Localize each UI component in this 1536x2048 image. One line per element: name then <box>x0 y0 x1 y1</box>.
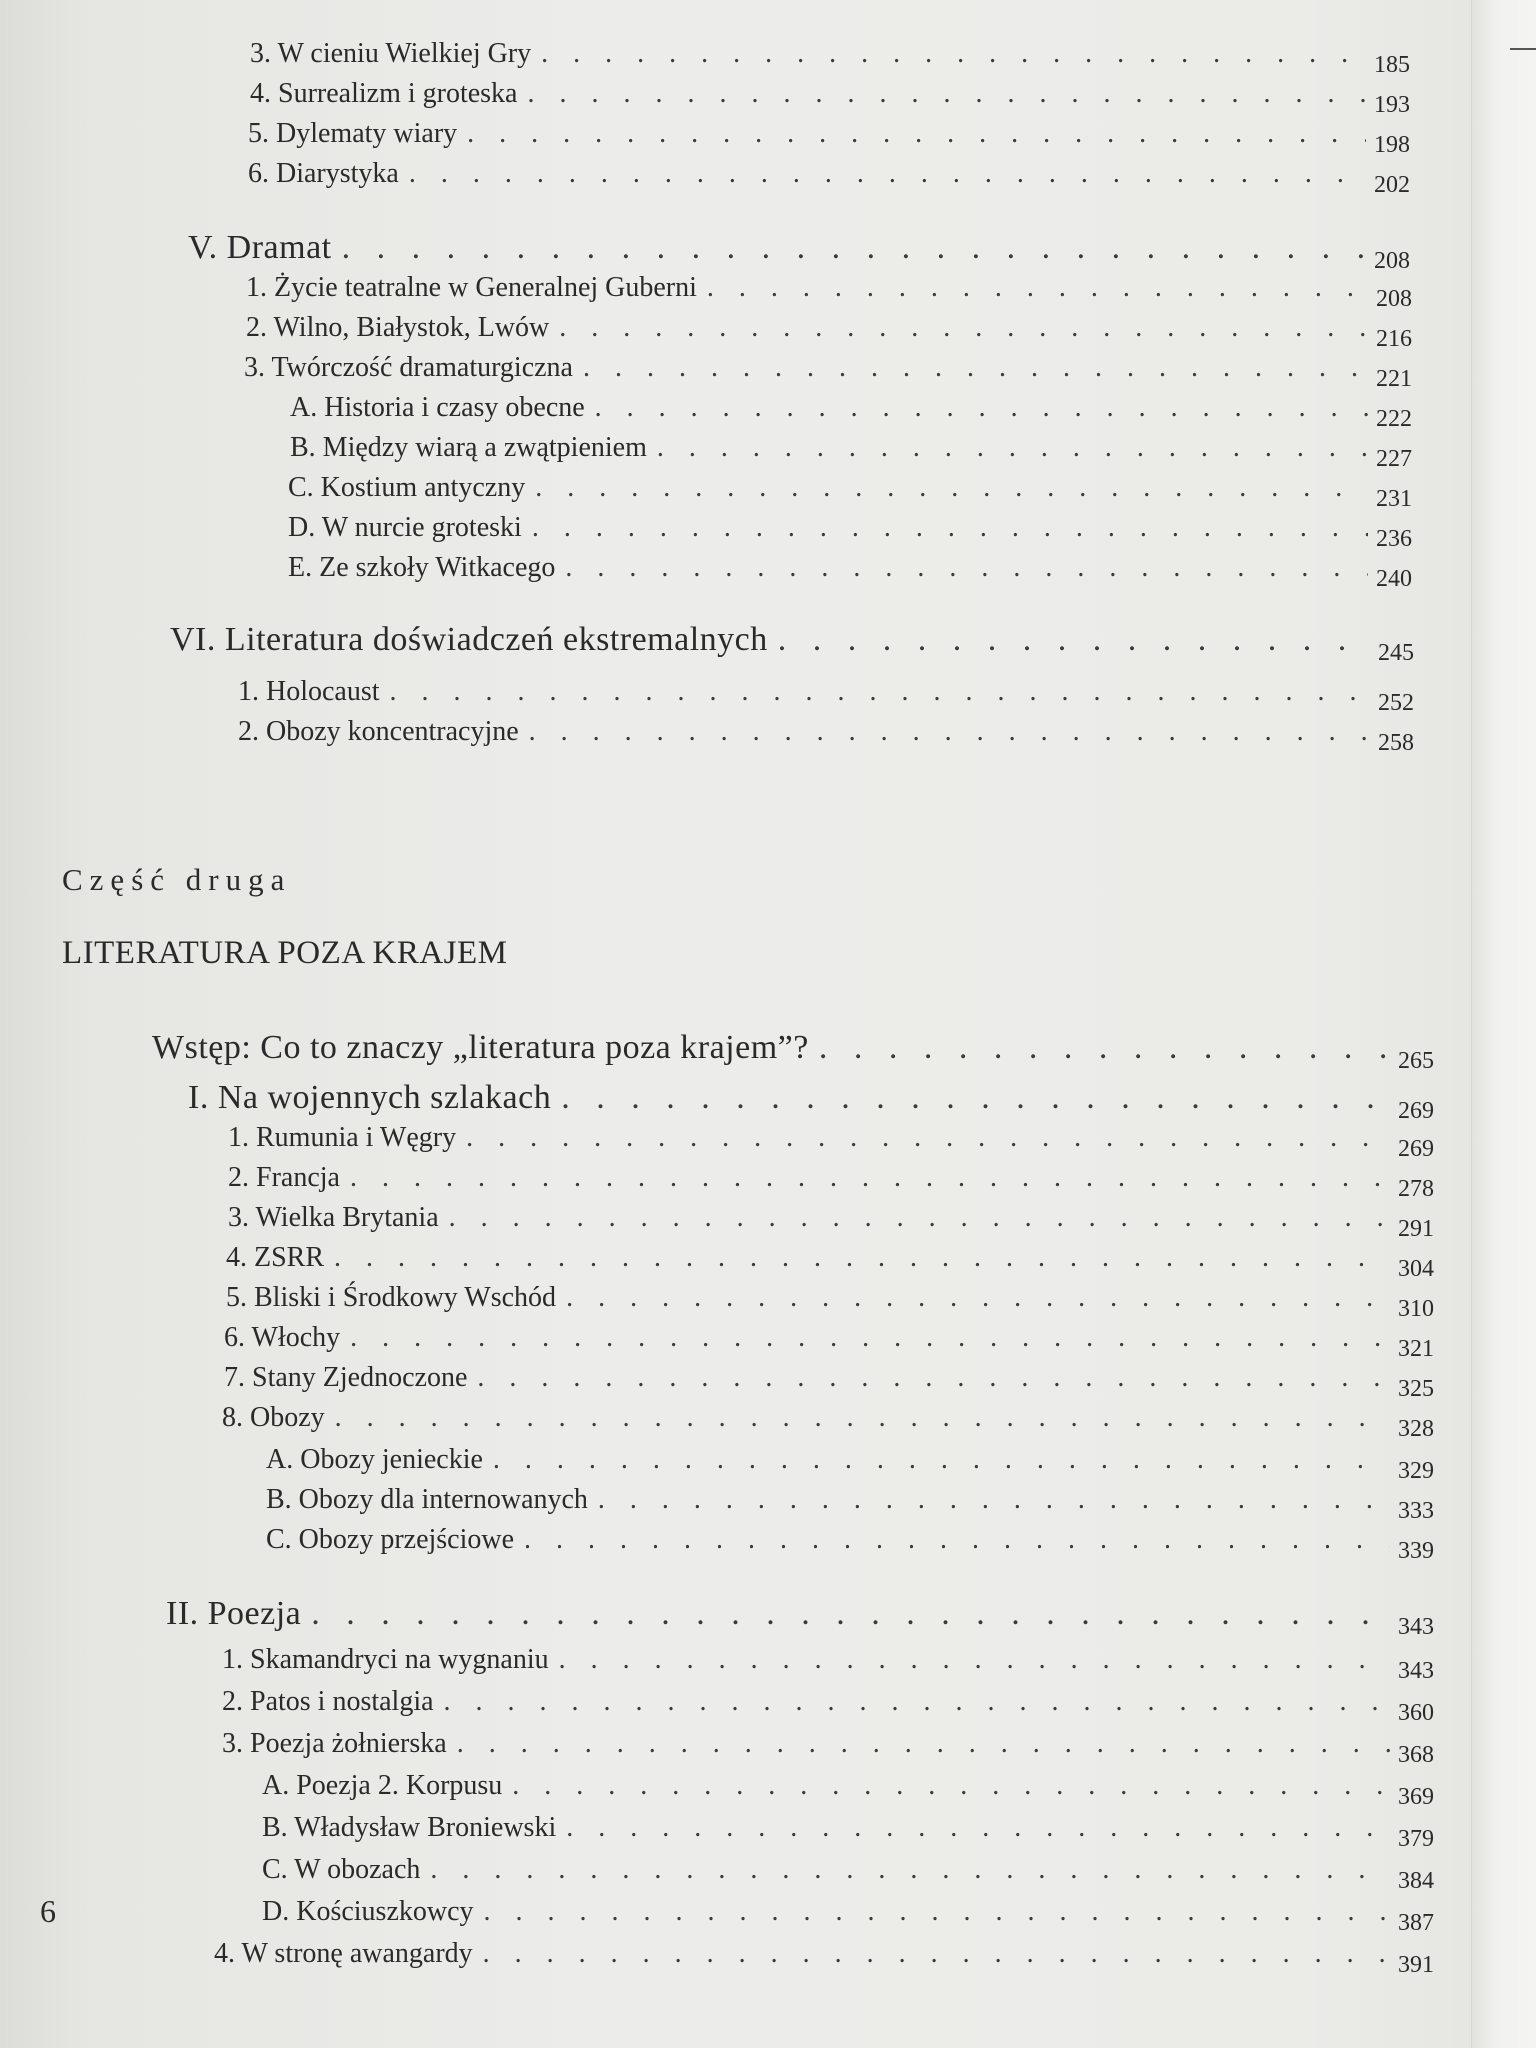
toc-entry: 4. W stronę awangardy . . . 391 <box>214 1938 1434 1971</box>
toc-intro: Wstęp: Co to znaczy „literatura poza krajem”? . . . 265 <box>152 1028 1434 1071</box>
toc-entry: 6. Włochy . . . 321 <box>224 1322 1434 1355</box>
toc-entry: D. Kościuszkowcy . . . 387 <box>262 1896 1434 1929</box>
toc-entry: 2. Obozy koncentracyjne . . . 258 <box>238 716 1414 749</box>
toc-entry: C. Kostium antyczny . . . 231 <box>288 472 1412 505</box>
page-edge-mark <box>1510 48 1536 50</box>
toc-entry: A. Poezja 2. Korpusu . . . 369 <box>262 1770 1434 1803</box>
toc-entry: 5. Dylematy wiary . . . 198 <box>248 118 1410 151</box>
toc-entry: 3. Poezja żołnierska . . . 368 <box>222 1728 1434 1761</box>
toc-chapter: II. Poezja . . . 343 <box>166 1594 1434 1637</box>
toc-entry: 4. ZSRR . . . 304 <box>226 1242 1434 1275</box>
toc-entry: C. Obozy przejściowe . . . 339 <box>266 1524 1434 1557</box>
toc-entry: 1. Rumunia i Węgry . . . 269 <box>228 1122 1434 1155</box>
part-label: Część druga <box>62 862 292 897</box>
toc-entry: 5. Bliski i Środkowy Wschód . . . 310 <box>226 1282 1434 1315</box>
toc-entry: C. W obozach . . . 384 <box>262 1854 1434 1887</box>
toc-entry: B. Władysław Broniewski . . . 379 <box>262 1812 1434 1845</box>
toc-entry: A. Historia i czasy obecne . . . 222 <box>290 392 1412 425</box>
toc-entry: B. Między wiarą a zwątpieniem . . . 227 <box>290 432 1412 465</box>
toc-entry: 1. Życie teatralne w Generalnej Guberni . . . 208 <box>246 272 1412 305</box>
toc-entry: A. Obozy jenieckie . . . 329 <box>266 1444 1434 1477</box>
toc-entry: 3. Twórczość dramaturgiczna . . . 221 <box>244 352 1412 385</box>
toc-entry: 2. Wilno, Białystok, Lwów . . . 216 <box>246 312 1412 345</box>
toc-entry: 2. Patos i nostalgia . . . 360 <box>222 1686 1434 1719</box>
toc-entry: 1. Skamandryci na wygnaniu . . . 343 <box>222 1644 1434 1677</box>
toc-entry: 8. Obozy . . . 328 <box>222 1402 1434 1435</box>
toc-entry: 3. W cieniu Wielkiej Gry . . . 185 <box>250 38 1410 71</box>
toc-entry: 7. Stany Zjednoczone . . . 325 <box>224 1362 1434 1395</box>
toc-entry: D. W nurcie groteski . . . 236 <box>288 512 1412 545</box>
toc-entry: 6. Diarystyka . . . 202 <box>248 158 1410 191</box>
toc-entry: E. Ze szkoły Witkacego . . . 240 <box>288 552 1412 585</box>
toc-entry: 3. Wielka Brytania . . . 291 <box>228 1202 1434 1235</box>
toc-entry: 1. Holocaust . . . 252 <box>238 676 1414 709</box>
toc-chapter: V. Dramat . . . 208 <box>188 228 1410 271</box>
next-page-edge <box>1471 0 1536 2048</box>
part-title: LITERATURA POZA KRAJEM <box>62 935 508 971</box>
toc-entry: 2. Francja . . . 278 <box>228 1162 1434 1195</box>
page-number: 6 <box>40 1893 56 1929</box>
toc-chapter: I. Na wojennych szlakach . . . 269 <box>188 1078 1434 1121</box>
toc-entry: B. Obozy dla internowanych . . . 333 <box>266 1484 1434 1517</box>
toc-entry: 4. Surrealizm i groteska . . . 193 <box>250 78 1410 111</box>
toc-chapter: VI. Literatura doświadczeń ekstremalnych . . . 245 <box>170 620 1414 663</box>
